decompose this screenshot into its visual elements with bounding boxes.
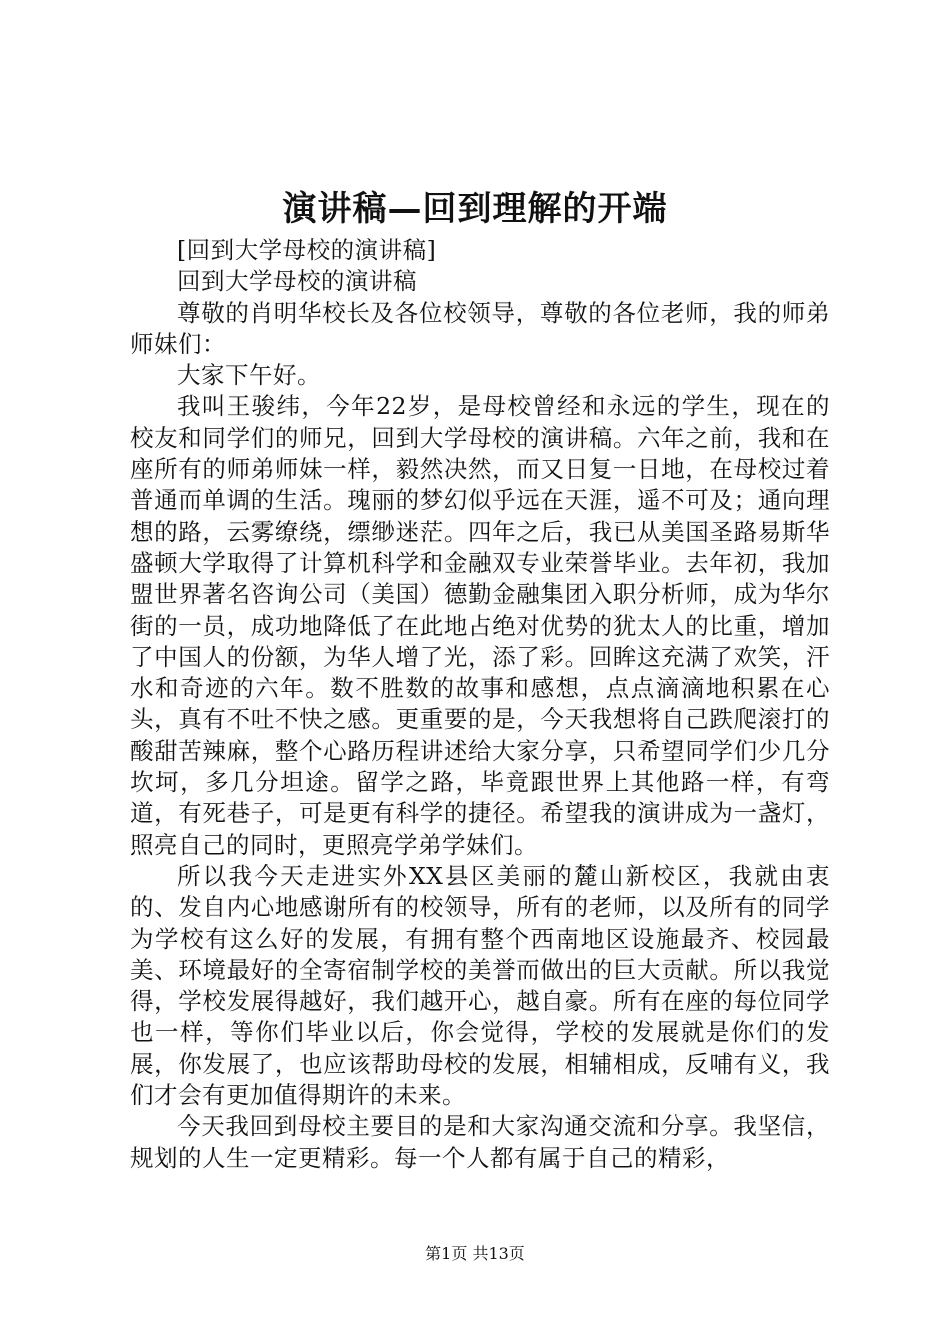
paragraph-salutation: 尊敬的肖明华校长及各位校领导，尊敬的各位老师，我的师弟师妹们： — [130, 298, 830, 358]
paragraph-gratitude: 所以我今天走进实外XX县区美丽的麓山新校区，我就由衷的、发自内心地感谢所有的校领导，所有的老师，以及所有的同学为学校有这么好的发展，有拥有整个西南地区设施最齐、校园最美、环境最好的全寄宿制学校的美誉而做出的巨大贡献。所以我觉得，学校发展得越好，我们越开心，越自豪。所有在座的每位同学也一样，等你们毕业以后，你会觉得，学校的发展就是你们的发展，你发展了，也应该帮助母校的发展，相辅相成，反哺有义，我们才会有更加值得期许的未来。 — [130, 861, 830, 1110]
document-body — [130, 235, 830, 1174]
document-title: 演讲稿—回到理解的开端 — [282, 189, 668, 229]
paragraph-bracket-heading: [回到大学母校的演讲稿] — [177, 236, 437, 264]
paragraph-subtitle: 回到大学母校的演讲稿 — [177, 267, 417, 296]
paragraph-greeting: 大家下午好。 — [177, 361, 321, 390]
paragraph-purpose: 今天我回到母校主要目的是和大家沟通交流和分享。我坚信，规划的人生一定更精彩。每一个人都有属于自己的精彩， — [130, 1112, 830, 1172]
paragraph-introduction: 我叫王骏纬，今年22岁，是母校曾经和永远的学生，现在的校友和同学们的师兄，回到大学母校的演讲稿。六年之前，我和在座所有的师弟师妹一样，毅然决然，而又日复一日地，在母校过着普通而单调的生活。瑰丽的梦幻似乎远在天涯，遥不可及；通向理想的路，云雾缭绕，缥缈迷茫。四年之后，我已从美国圣路易斯华盛顿大学取得了计算机科学和金融双专业荣誉毕业。去年初，我加盟世界著名咨询公司（美国）德勤金融集团入职分析师，成为华尔街的一员，成功地降低了在此地占绝对优势的犹太人的比重，增加了中国人的份额，为华人增了光，添了彩。回眸这充满了欢笑，汗水和奇迹的六年。数不胜数的故事和感想，点点滴滴地积累在心头，真有不吐不快之感。更重要的是，今天我想将自己跌爬滚打的酸甜苦辣麻，整个心路历程讲述给大家分享，只希望同学们少几分坎坷，多几分坦途。留学之路，毕竟跟世界上其他路一样，有弯道，有死巷子，可是更有科学的捷径。希望我的演讲成为一盏灯，照亮自己的同时，更照亮学弟学妹们。 — [130, 392, 830, 859]
page-number: 第1页 共13页 — [425, 1244, 525, 1263]
